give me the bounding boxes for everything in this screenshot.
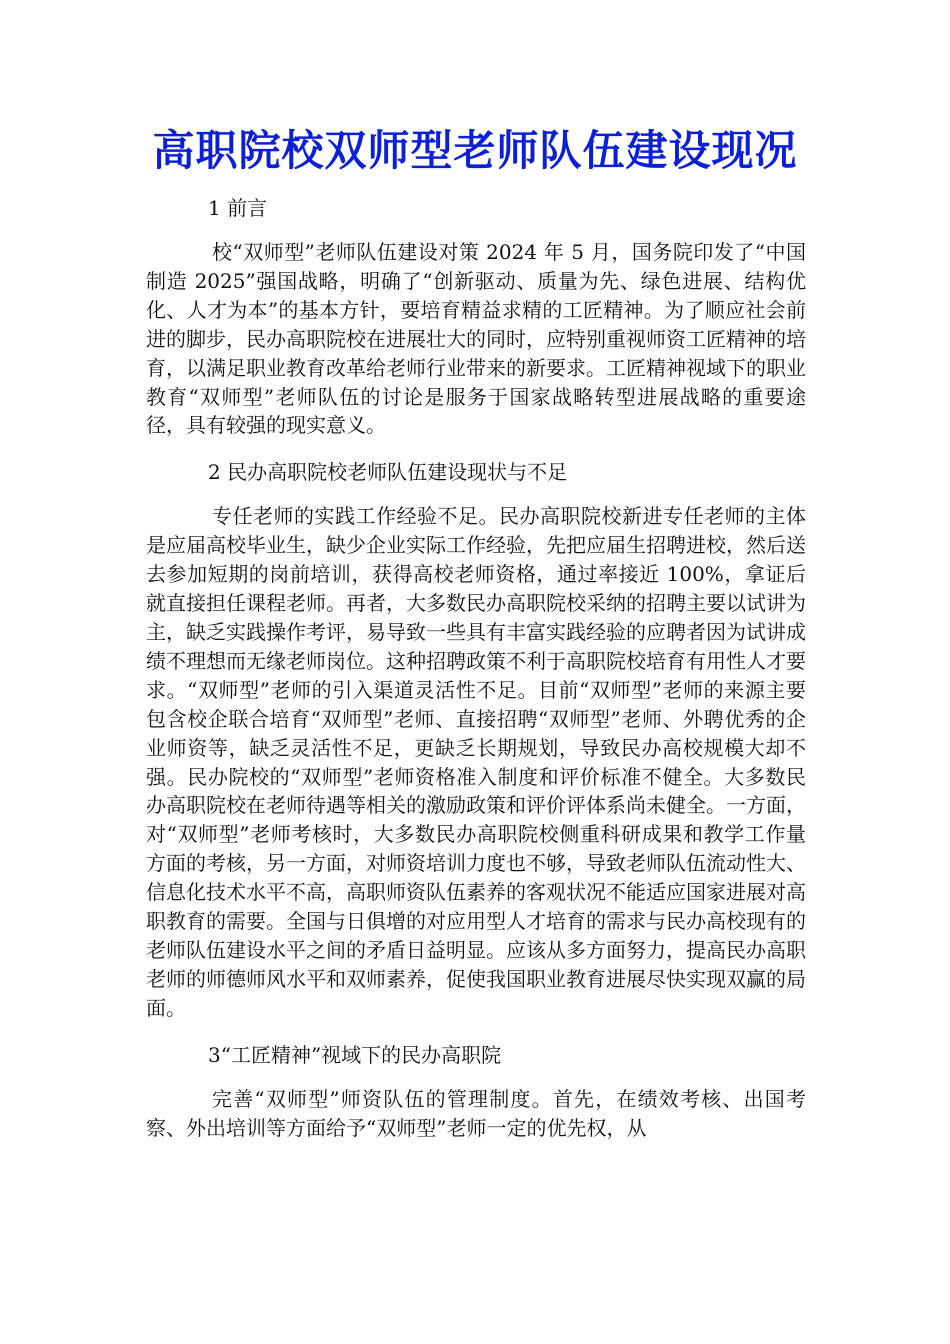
section-paragraph: 完善“双师型”师资队伍的管理制度。首先，在绩效考核、出国考察、外出培训等方面给予“双师型”老师一定的优先权，从 — [146, 1086, 806, 1140]
section-paragraph: 校“双师型”老师队伍建设对策 2024 年 5 月，国务院印发了“中国制造 2025”强国战略，明确了“创新驱动、质量为先、绿色进展、结构优化、人才为本”的基本方针，要培育精益求精的工匠精神。为了顺应社会前进的脚步，民办高职院校在进展壮大的同时，应特别重视师资工匠精神的培育，以满足职业教育改革给老师行业带来的新要求。工匠精神视域下的职业教育“双师型”老师队伍的讨论是服务于国家战略转型进展战略的重要途径，具有较强的现实意义。 — [146, 240, 806, 438]
document-title: 高职院校双师型老师队伍建设现况 — [152, 126, 798, 175]
section-heading: 3“工匠精神”视域下的民办高职院 — [208, 1042, 502, 1067]
section-paragraph: 专任老师的实践工作经验不足。民办高职院校新进专任老师的主体是应届高校毕业生，缺少企业实际工作经验，先把应届生招聘进校，然后送去参加短期的岗前培训，获得高校老师资格，通过率接近 100%，拿证后就直接担任课程老师。再者，大多数民办高职院校采纳的招聘主要以试讲为主，缺乏实践操作考评，易导致一些具有丰富实践经验的应聘者因为试讲成绩不理想而无缘老师岗位。这种招聘政策不利于高职院校培育有用性人才要求。“双师型”老师的引入渠道灵活性不足。目前“双师型”老师的来源主要包含校企联合培育“双师型”老师、直接招聘“双师型”老师、外聘优秀的企业师资等，缺乏灵活性不足，更缺乏长期规划，导致民办高校规模大却不强。民办院校的“双师型”老师资格准入制度和评价标准不健全。大多数民办高职院校在老师待遇等相关的激励政策和评价评体系尚未健全。一方面，对“双师型”老师考核时，大多数民办高职院校侧重科研成果和教学工作量方面的考核，另一方面，对师资培训力度也不够，导致老师队伍流动性大、信息化技术水平不高，高职师资队伍素养的客观状况不能适应国家进展对高职教育的需要。全国与日俱增的对应用型人才培育的需求与民办高校现有的老师队伍建设水平之间的矛盾日益明显。应该从多方面努力，提高民办高职老师的师德师风水平和双师素养，促使我国职业教育进展尽快实现双赢的局面。 — [146, 504, 806, 1020]
section-heading: 2 民办高职院校老师队伍建设现状与不足 — [208, 460, 568, 485]
section-heading: 1 前言 — [208, 196, 268, 220]
document-body — [146, 193, 806, 1142]
